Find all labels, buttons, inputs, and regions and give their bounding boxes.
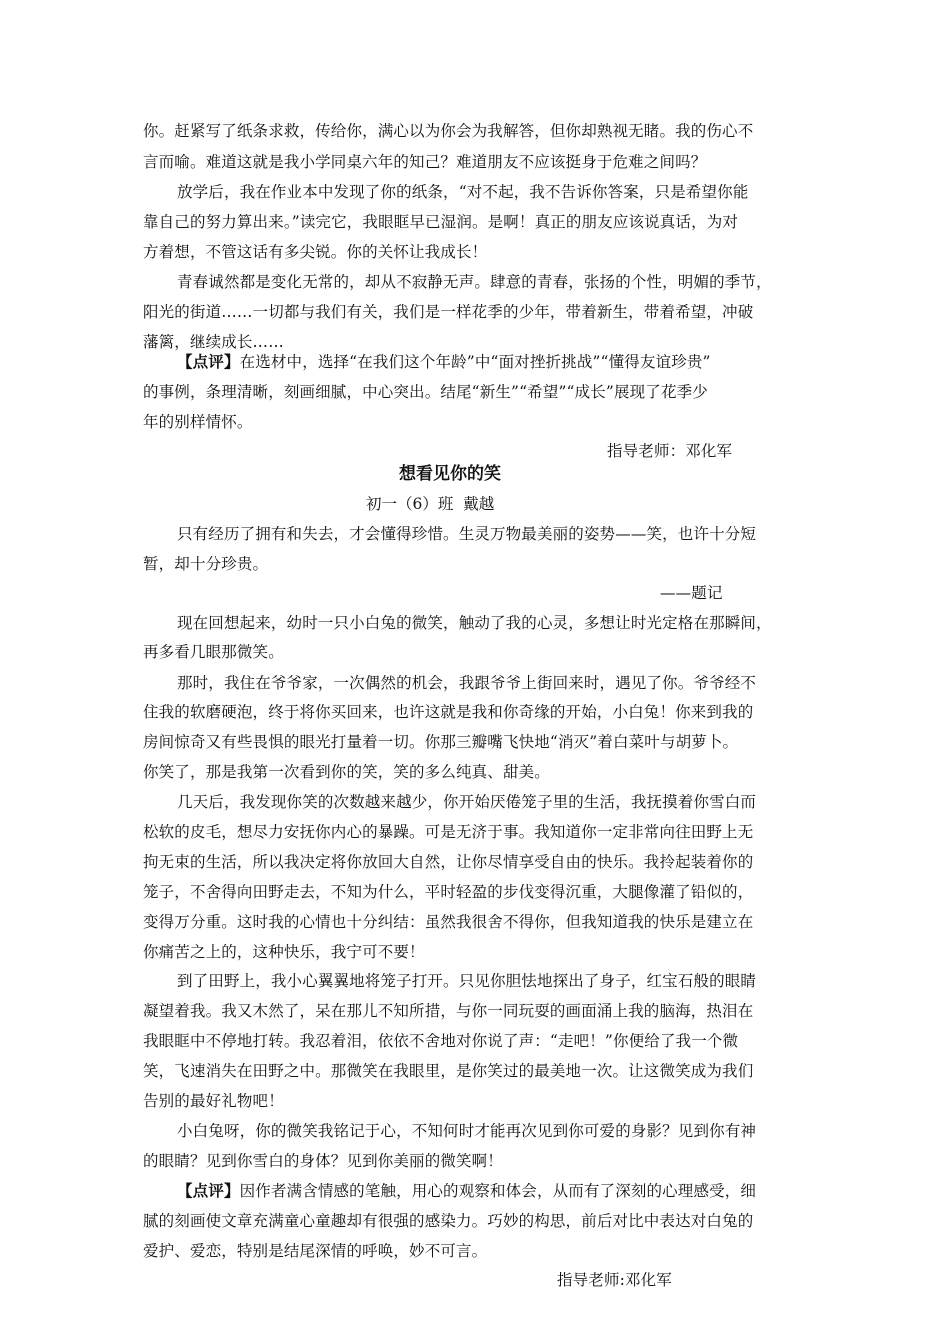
paragraph-line: 那时，我住在爷爷家，一次偶然的机会，我跟爷爷上街回来时，遇见了你。爷爷经不 <box>177 674 757 692</box>
paragraph-line: 到了田野上，我小心翼翼地将笼子打开。只见你胆怯地探出了身子，红宝石般的眼睛 <box>177 972 757 990</box>
paragraph-line: 你笑了，那是我第一次看到你的笑，笑的多么纯真、甜美。 <box>143 763 550 781</box>
paragraph-line: 你。赶紧写了纸条求救，传给你，满心以为你会为我解答，但你却熟视无睹。我的伤心不 <box>143 122 754 140</box>
paragraph-line: 拘无束的生活，所以我决定将你放回大自然，让你尽情享受自由的快乐。我拎起装着你的 <box>143 853 754 871</box>
paragraph-line: 方着想，不管这话有多尖锐。你的关怀让我成长！ <box>143 243 488 261</box>
paragraph-line: 笼子，不舍得向田野走去，不知为什么，平时轻盈的步伐变得沉重，大腿像灌了铅似的， <box>143 883 754 901</box>
paragraph-line: 靠自己的努力算出来。”读完它，我眼眶早已湿润。是啊！真正的朋友应该说真话，为对 <box>143 213 739 231</box>
comment-line: 爱护、爱恋，特别是结尾深情的呼唤，妙不可言。 <box>143 1242 488 1260</box>
paragraph-line: 阳光的街道……一切都与我们有关，我们是一样花季的少年，带着新生，带着希望，冲破 <box>143 303 754 321</box>
paragraph-line: 你痛苦之上的，这种快乐，我宁可不要！ <box>143 943 425 961</box>
paragraph-line: 几天后，我发现你笑的次数越来越少，你开始厌倦笼子里的生活，我抚摸着你雪白而 <box>177 793 757 811</box>
comment-line: 腻的刻画使文章充满童心童趣却有很强的感染力。巧妙的构思，前后对比中表达对白兔的 <box>143 1212 754 1230</box>
paragraph-line: 笑，飞速消失在田野之中。那微笑在我眼里，是你笑过的最美地一次。让这微笑成为我们 <box>143 1062 754 1080</box>
paragraph-line: 再多看几眼那微笑。 <box>143 643 284 661</box>
comment-text: 在选材中，选择“在我们这个年龄”中“面对挫折挑战”“懂得友谊珍贵” <box>239 353 711 371</box>
comment-line: 年的别样情怀。 <box>143 413 253 431</box>
paragraph-line: 凝望着我。我又木然了，呆在那儿不知所措，与你一同玩耍的画面涌上我的脑海，热泪在 <box>143 1002 754 1020</box>
paragraph-line: 小白兔呀，你的微笑我铭记于心，不知何时才能再次见到你可爱的身影？见到你有神 <box>177 1122 757 1140</box>
epigraph-line: 只有经历了拥有和失去，才会懂得珍惜。生灵万物最美丽的姿势——笑，也许十分短 <box>177 525 757 543</box>
essay-byline <box>366 494 494 514</box>
paragraph-line: 告别的最好礼物吧！ <box>143 1092 284 1110</box>
paragraph-line: 住我的软磨硬泡，终于将你买回来，也许这就是我和你奇缘的开始，小白兔！你来到我的 <box>143 703 754 721</box>
paragraph-line: 我眼眶中不停地打转。我忍着泪，依依不舍地对你说了声：“走吧！”你便给了我一个微 <box>143 1032 739 1050</box>
paragraph-line: 放学后，我在作业本中发现了你的纸条，“对不起，我不告诉你答案，只是希望你能 <box>177 183 749 201</box>
comment-text: 因作者满含情感的笔触，用心的观察和体会，从而有了深刻的心理感受，细 <box>239 1182 757 1200</box>
epigraph-line: 暂，却十分珍贵。 <box>143 555 269 573</box>
paragraph-line: 青春诚然都是变化无常的，却从不寂静无声。肆意的青春，张扬的个性，明媚的季节， <box>177 273 772 291</box>
epigraph-sign: ——题记 <box>660 584 723 602</box>
byline-text: 初一（6）班 戴越 <box>366 495 495 513</box>
essay-title: 想看见你的笑 <box>399 464 501 484</box>
comment-line <box>177 1181 847 1201</box>
paragraph-line: 的眼睛？见到你雪白的身体？见到你美丽的微笑啊！ <box>143 1152 503 1170</box>
paragraph-line: 房间惊奇又有些畏惧的眼光打量着一切。你那三瓣嘴飞快地“消灭”着白菜叶与胡萝卜。 <box>143 733 739 751</box>
teacher-credit: 指导老师:邓化军 <box>557 1271 672 1289</box>
paragraph-line: 松软的皮毛，想尽力安抚你内心的暴躁。可是无济于事。我知道你一定非常向往田野上无 <box>143 823 754 841</box>
paragraph-line: 言而喻。难道这就是我小学同桌六年的知己？难道朋友不应该挺身于危难之间吗？ <box>143 153 707 171</box>
comment-label: 【点评】 <box>177 353 240 371</box>
comment-line: 的事例，条理清晰，刻画细腻，中心突出。结尾“新生”“希望”“成长”展现了花季少 <box>143 383 708 401</box>
teacher-credit: 指导老师：邓化军 <box>607 442 733 460</box>
comment-label: 【点评】 <box>177 1182 240 1200</box>
comment-line <box>177 352 847 372</box>
paragraph-line: 现在回想起来，幼时一只小白兔的微笑，触动了我的心灵，多想让时光定格在那瞬间， <box>177 614 772 632</box>
paragraph-line: 藩篱，继续成长…… <box>143 333 284 351</box>
paragraph-line: 变得万分重。这时我的心情也十分纠结：虽然我很舍不得你，但我知道我的快乐是建立在 <box>143 913 754 931</box>
